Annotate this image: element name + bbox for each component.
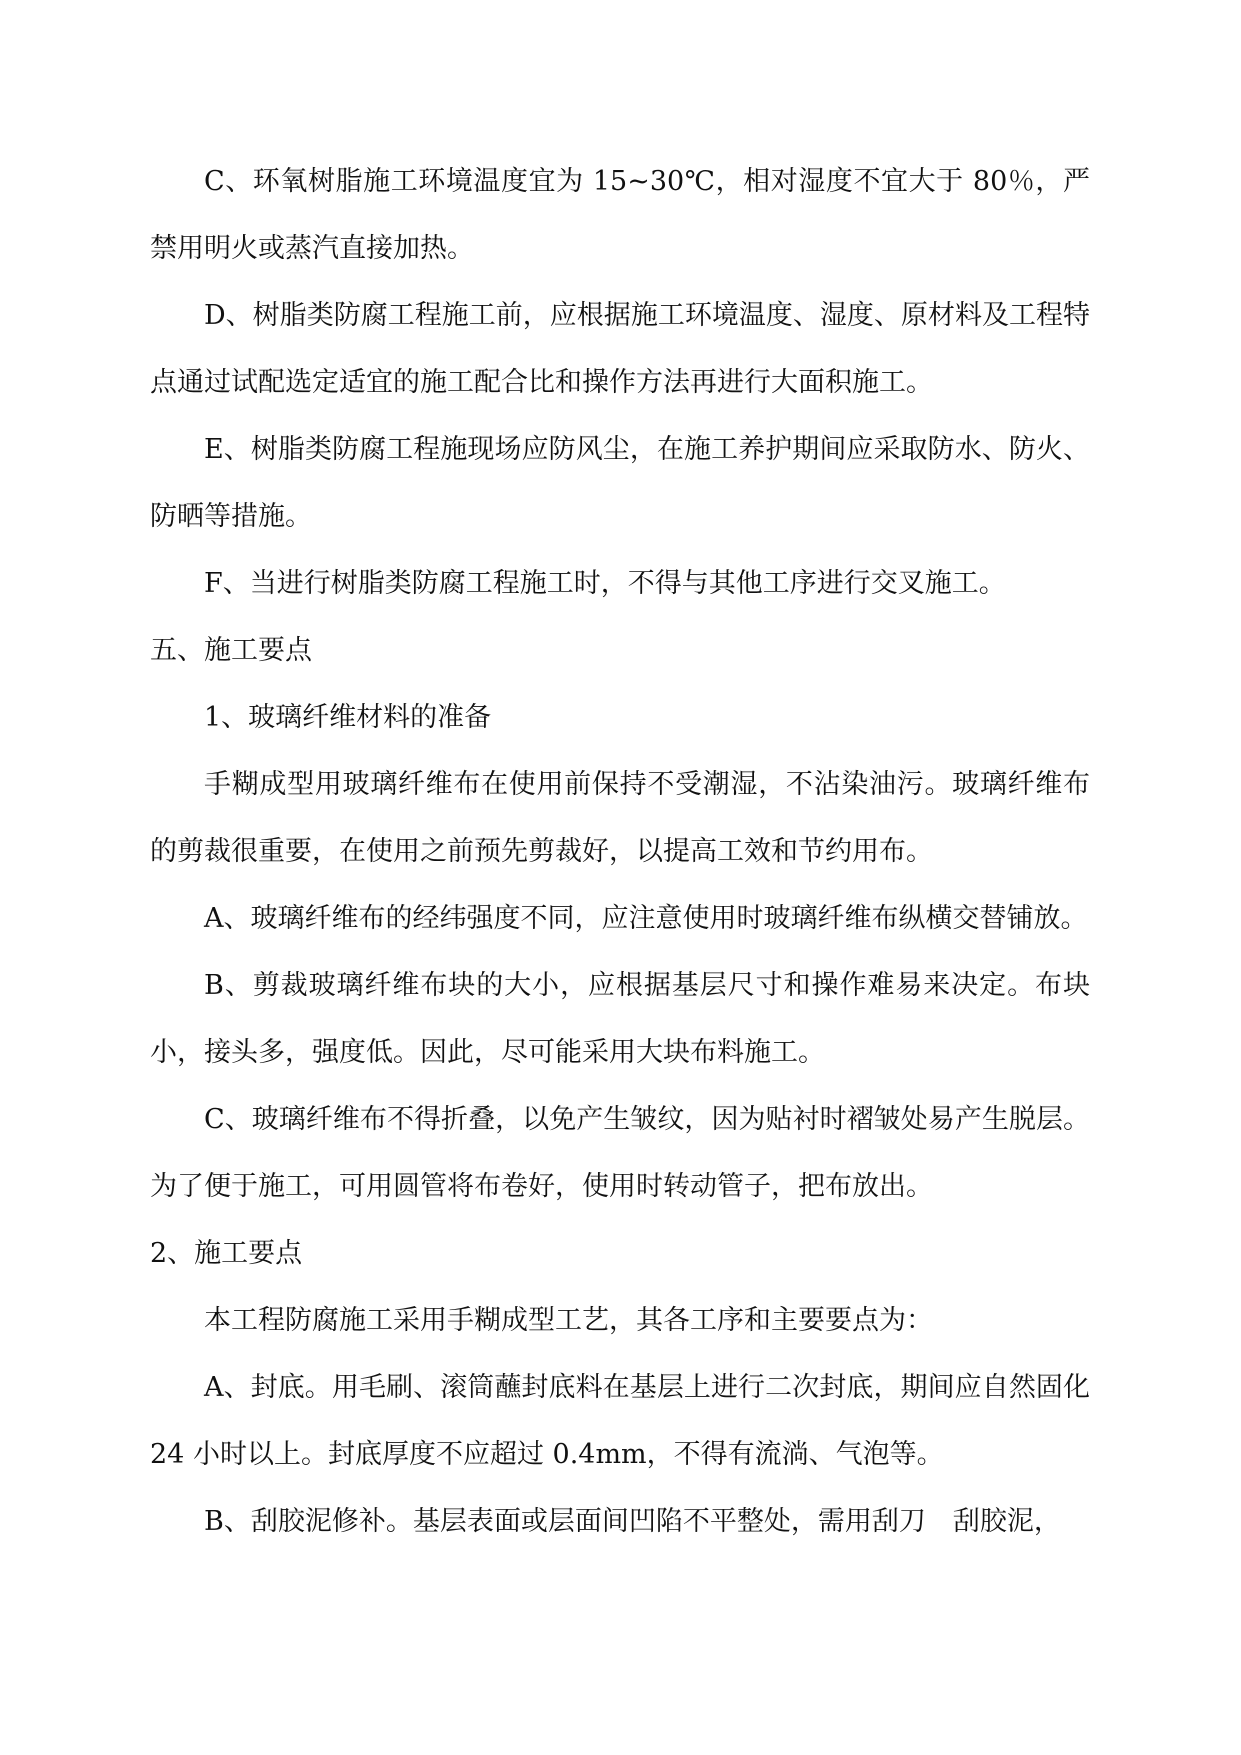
subheading-construction-points-2: 2、施工要点 <box>150 1238 303 1269</box>
paragraph-f-no-cross-work: F、当进行树脂类防腐工程施工时，不得与其他工序进行交叉施工。 <box>204 568 1006 599</box>
document-body <box>150 148 1090 1555</box>
paragraph-c-epoxy-temperature: C、环氧树脂施工环境温度宜为 15~30℃，相对湿度不宜大于 80％，严禁用明火或蒸汽直接加热。 <box>150 166 1090 264</box>
paragraph-e-site-protection: E、树脂类防腐工程施现场应防风尘，在施工养护期间应采取防水、防火、防晒等措施。 <box>150 434 1090 532</box>
section-heading-construction-points: 五、施工要点 <box>150 635 312 666</box>
paragraph-a-sealing-bottom: A、封底。用毛刷、滚筒蘸封底料在基层上进行二次封底，期间应自然固化 24 小时以上。封底厚度不应超过 0.4mm，不得有流淌、气泡等。 <box>150 1372 1090 1470</box>
paragraph-hand-layup-process: 本工程防腐施工采用手糊成型工艺，其各工序和主要要点为： <box>204 1305 933 1336</box>
subheading-glass-fiber-preparation: 1、玻璃纤维材料的准备 <box>204 702 492 733</box>
paragraph-b-cutting-size: B、剪裁玻璃纤维布块的大小，应根据基层尺寸和操作难易来决定。布块小，接头多，强度低。因此，尽可能采用大块布料施工。 <box>150 970 1090 1068</box>
paragraph-c-no-folding: C、玻璃纤维布不得折叠，以免产生皱纹，因为贴衬时褶皱处易产生脱层。为了便于施工，可用圆管将布卷好，使用时转动管子，把布放出。 <box>150 1104 1090 1202</box>
paragraph-glass-fiber-cloth-intro: 手糊成型用玻璃纤维布在使用前保持不受潮湿，不沾染油污。玻璃纤维布的剪裁很重要，在使用之前预先剪裁好，以提高工效和节约用布。 <box>150 769 1090 867</box>
paragraph-d-trial-mix: D、树脂类防腐工程施工前，应根据施工环境温度、湿度、原材料及工程特点通过试配选定适宜的施工配合比和操作方法再进行大面积施工。 <box>150 300 1090 398</box>
paragraph-b-putty-repair: B、刮胶泥修补。基层表面或层面间凹陷不平整处，需用刮刀 刮胶泥， <box>204 1506 1061 1537</box>
paragraph-a-warp-weft: A、玻璃纤维布的经纬强度不同，应注意使用时玻璃纤维布纵横交替铺放。 <box>204 903 1088 934</box>
